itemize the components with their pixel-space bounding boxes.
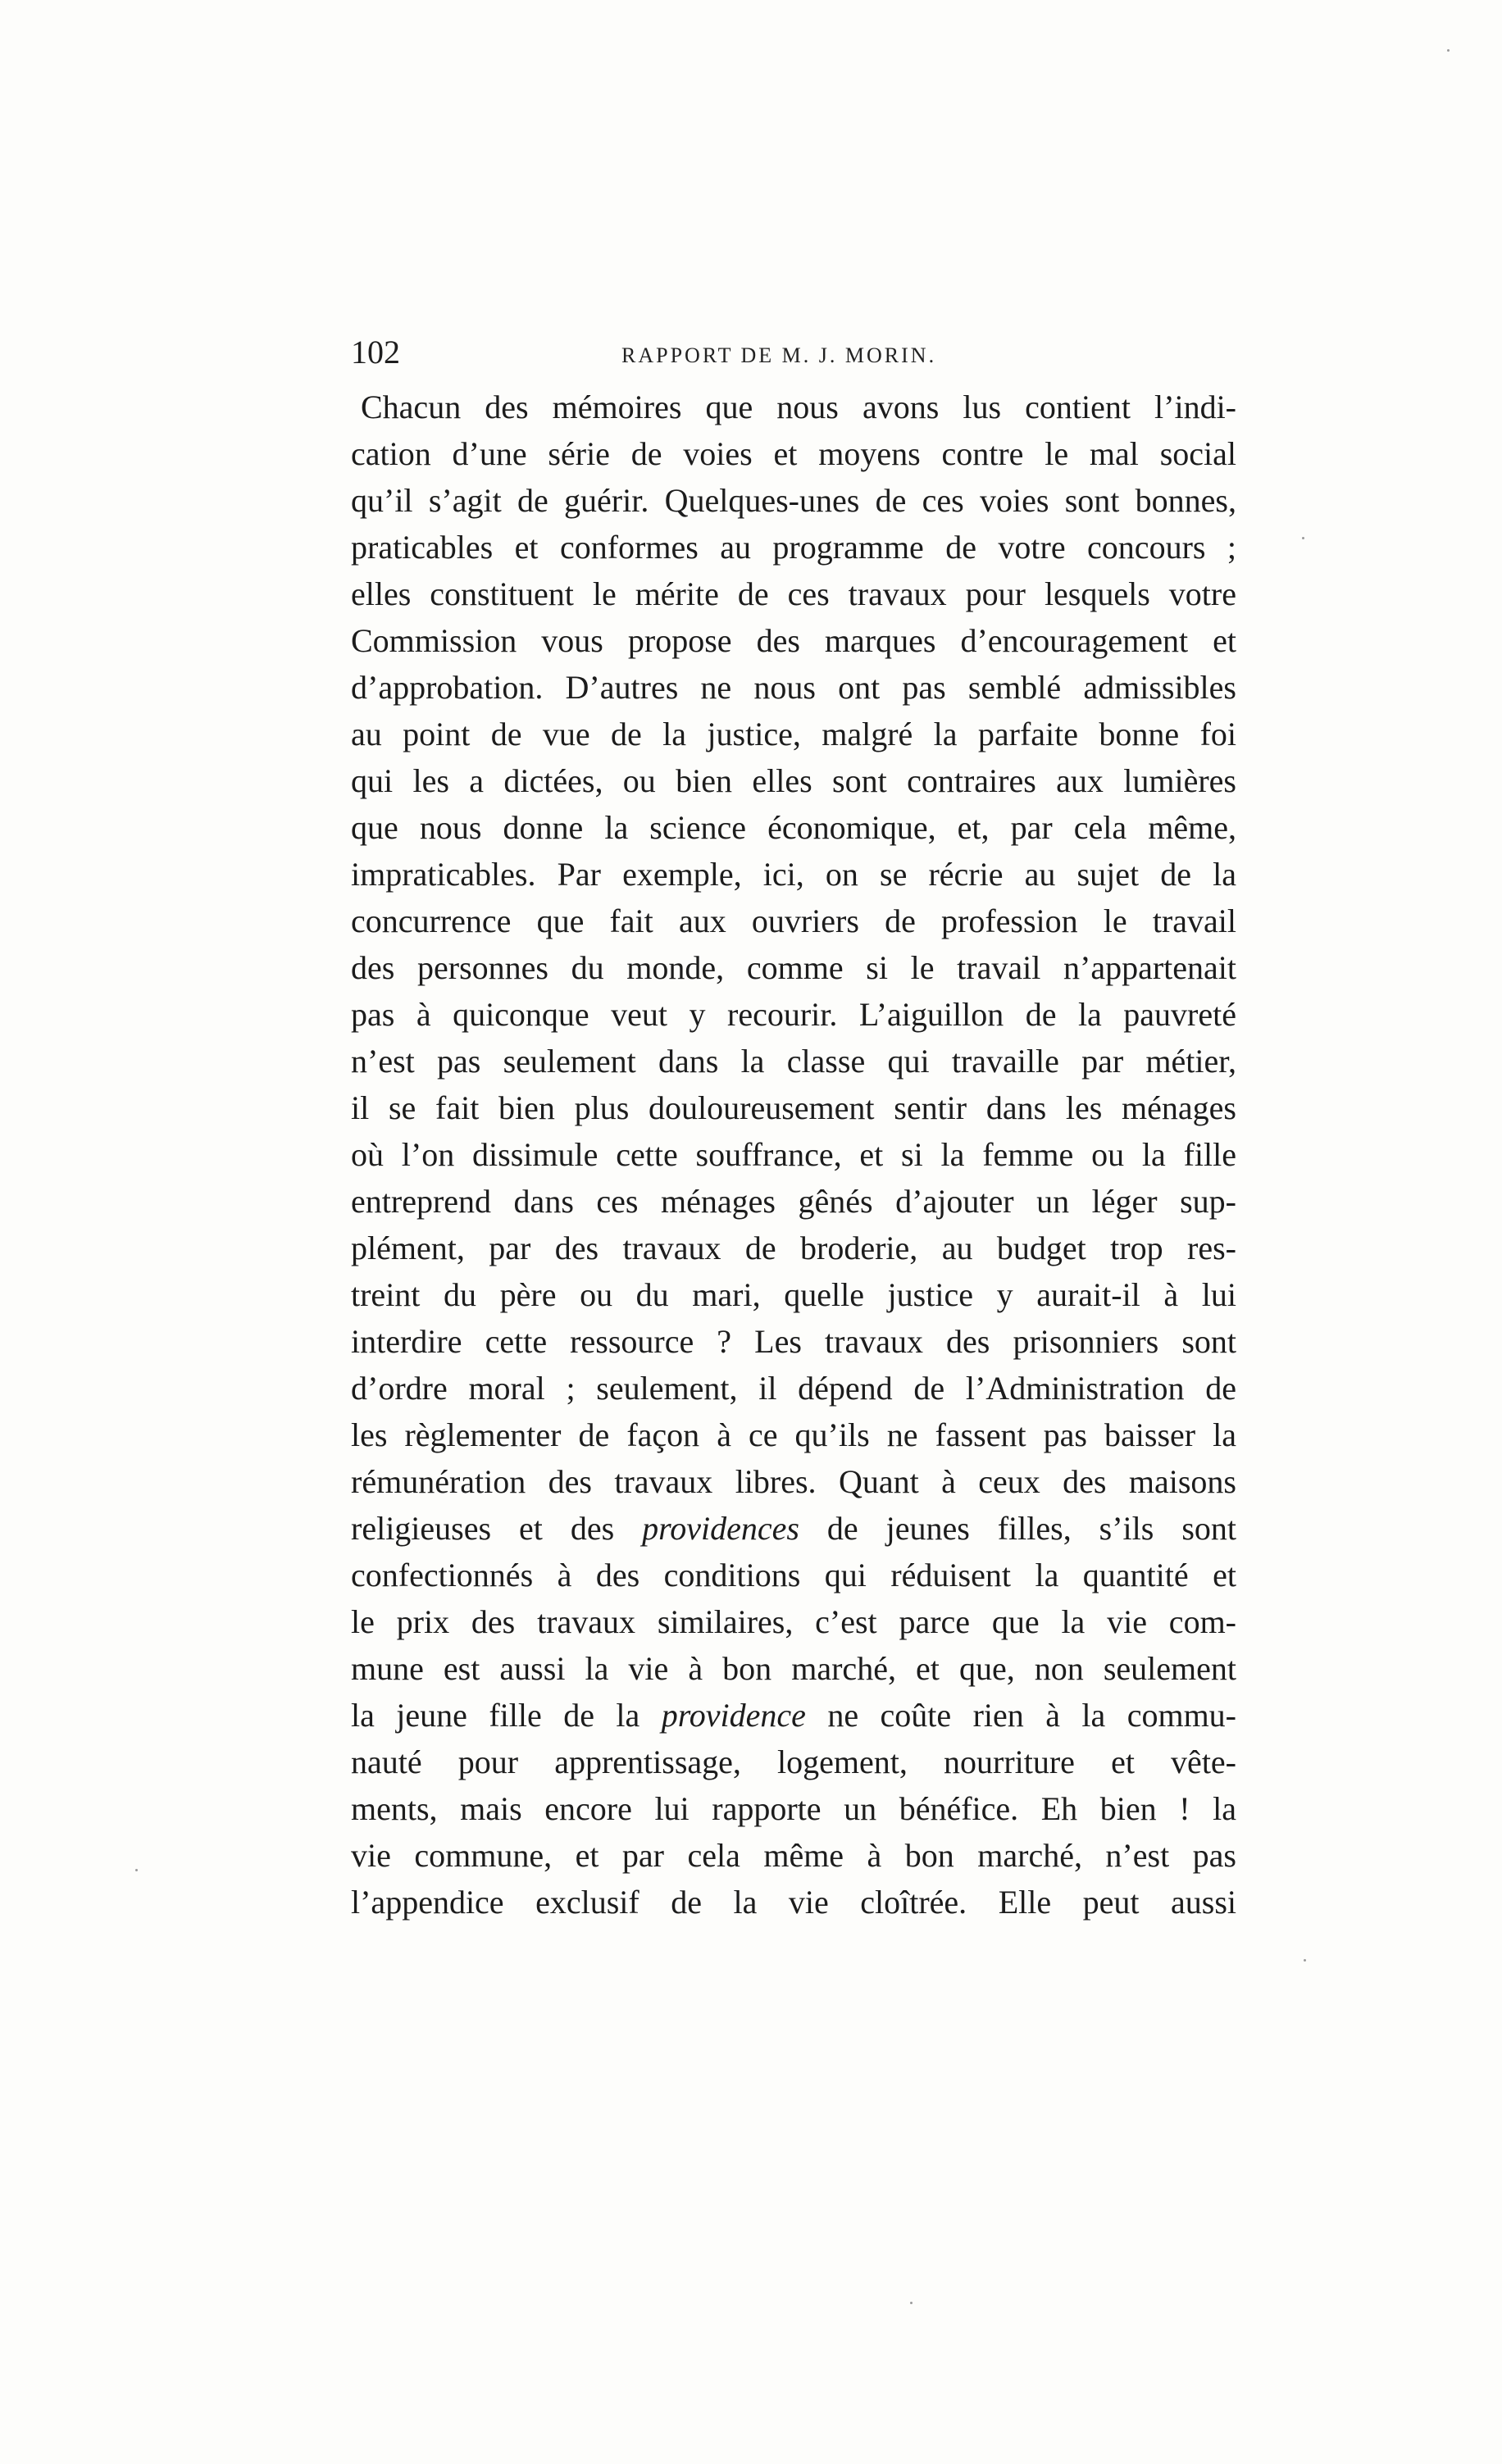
text-line: treint du père ou du mari, quelle justice y aurait-il à lui bbox=[351, 1276, 1236, 1313]
page-header bbox=[351, 328, 1236, 377]
text-line: l’appendice exclusif de la vie cloîtrée. Elle peut aussi bbox=[351, 1884, 1236, 1921]
text-line: entreprend dans ces ménages gênés d’ajouter un léger sup- bbox=[351, 1183, 1236, 1220]
text-line: plément, par des travaux de broderie, au budget trop res- bbox=[351, 1230, 1236, 1266]
text-line: elles constituent le mérite de ces travaux pour lesquels votre bbox=[351, 575, 1236, 612]
scan-speck bbox=[1302, 537, 1304, 539]
text-line: religieuses et des providences de jeunes filles, s’ils sont bbox=[351, 1510, 1236, 1547]
text-line: concurrence que fait aux ouvriers de profession le travail bbox=[351, 902, 1236, 939]
text-line: mune est aussi la vie à bon marché, et que, non seulement bbox=[351, 1650, 1236, 1687]
text-line: cation d’une série de voies et moyens contre le mal social bbox=[351, 435, 1236, 472]
text-line: le prix des travaux similaires, c’est parce que la vie com- bbox=[351, 1603, 1236, 1640]
text-line: où l’on dissimule cette souffrance, et si la femme ou la fille bbox=[351, 1136, 1236, 1173]
text-line: pas à quiconque veut y recourir. L’aiguillon de la pauvreté bbox=[351, 996, 1236, 1033]
text-line: rémunération des travaux libres. Quant à ceux des maisons bbox=[351, 1463, 1236, 1500]
text-line: il se fait bien plus douloureusement sentir dans les ménages bbox=[351, 1089, 1236, 1126]
page-number: 102 bbox=[351, 334, 400, 371]
text-line: les règlementer de façon à ce qu’ils ne fassent pas baisser la bbox=[351, 1416, 1236, 1453]
text-line: des personnes du monde, comme si le travail n’appartenait bbox=[351, 949, 1236, 986]
text-line: vie commune, et par cela même à bon marché, n’est pas bbox=[351, 1837, 1236, 1874]
text-line: Chacun des mémoires que nous avons lus contient l’indi- bbox=[361, 389, 1236, 425]
text-line: d’ordre moral ; seulement, il dépend de l’Administration de bbox=[351, 1370, 1236, 1407]
body-text bbox=[351, 384, 1236, 1925]
text-line: Commission vous propose des marques d’encouragement et bbox=[351, 622, 1236, 659]
scan-speck bbox=[1304, 1959, 1306, 1962]
text-line: qui les a dictées, ou bien elles sont contraires aux lumières bbox=[351, 762, 1236, 799]
text-line: d’approbation. D’autres ne nous ont pas semblé admissibles bbox=[351, 669, 1236, 706]
text-line: qu’il s’agit de guérir. Quelques-unes de ces voies sont bonnes, bbox=[351, 482, 1236, 519]
text-line: interdire cette ressource ? Les travaux des prisonniers sont bbox=[351, 1323, 1236, 1360]
text-line: au point de vue de la justice, malgré la parfaite bonne foi bbox=[351, 716, 1236, 752]
scan-speck bbox=[1447, 49, 1450, 52]
scan-speck bbox=[135, 1869, 138, 1871]
scan-speck bbox=[910, 2302, 913, 2304]
text-line: que nous donne la science économique, et, par cela même, bbox=[351, 809, 1236, 846]
text-line: n’est pas seulement dans la classe qui travaille par métier, bbox=[351, 1043, 1236, 1080]
text-line: praticables et conformes au programme de votre concours ; bbox=[351, 529, 1236, 566]
text-line: impraticables. Par exemple, ici, on se récrie au sujet de la bbox=[351, 856, 1236, 893]
text-line: nauté pour apprentissage, logement, nourriture et vête- bbox=[351, 1743, 1236, 1780]
text-line: ments, mais encore lui rapporte un bénéfice. Eh bien ! la bbox=[351, 1790, 1236, 1827]
text-line: la jeune fille de la providence ne coûte rien à la commu- bbox=[351, 1697, 1237, 1734]
text-line: confectionnés à des conditions qui réduisent la quantité et bbox=[351, 1557, 1236, 1593]
running-head: RAPPORT DE M. J. MORIN. bbox=[621, 343, 937, 367]
